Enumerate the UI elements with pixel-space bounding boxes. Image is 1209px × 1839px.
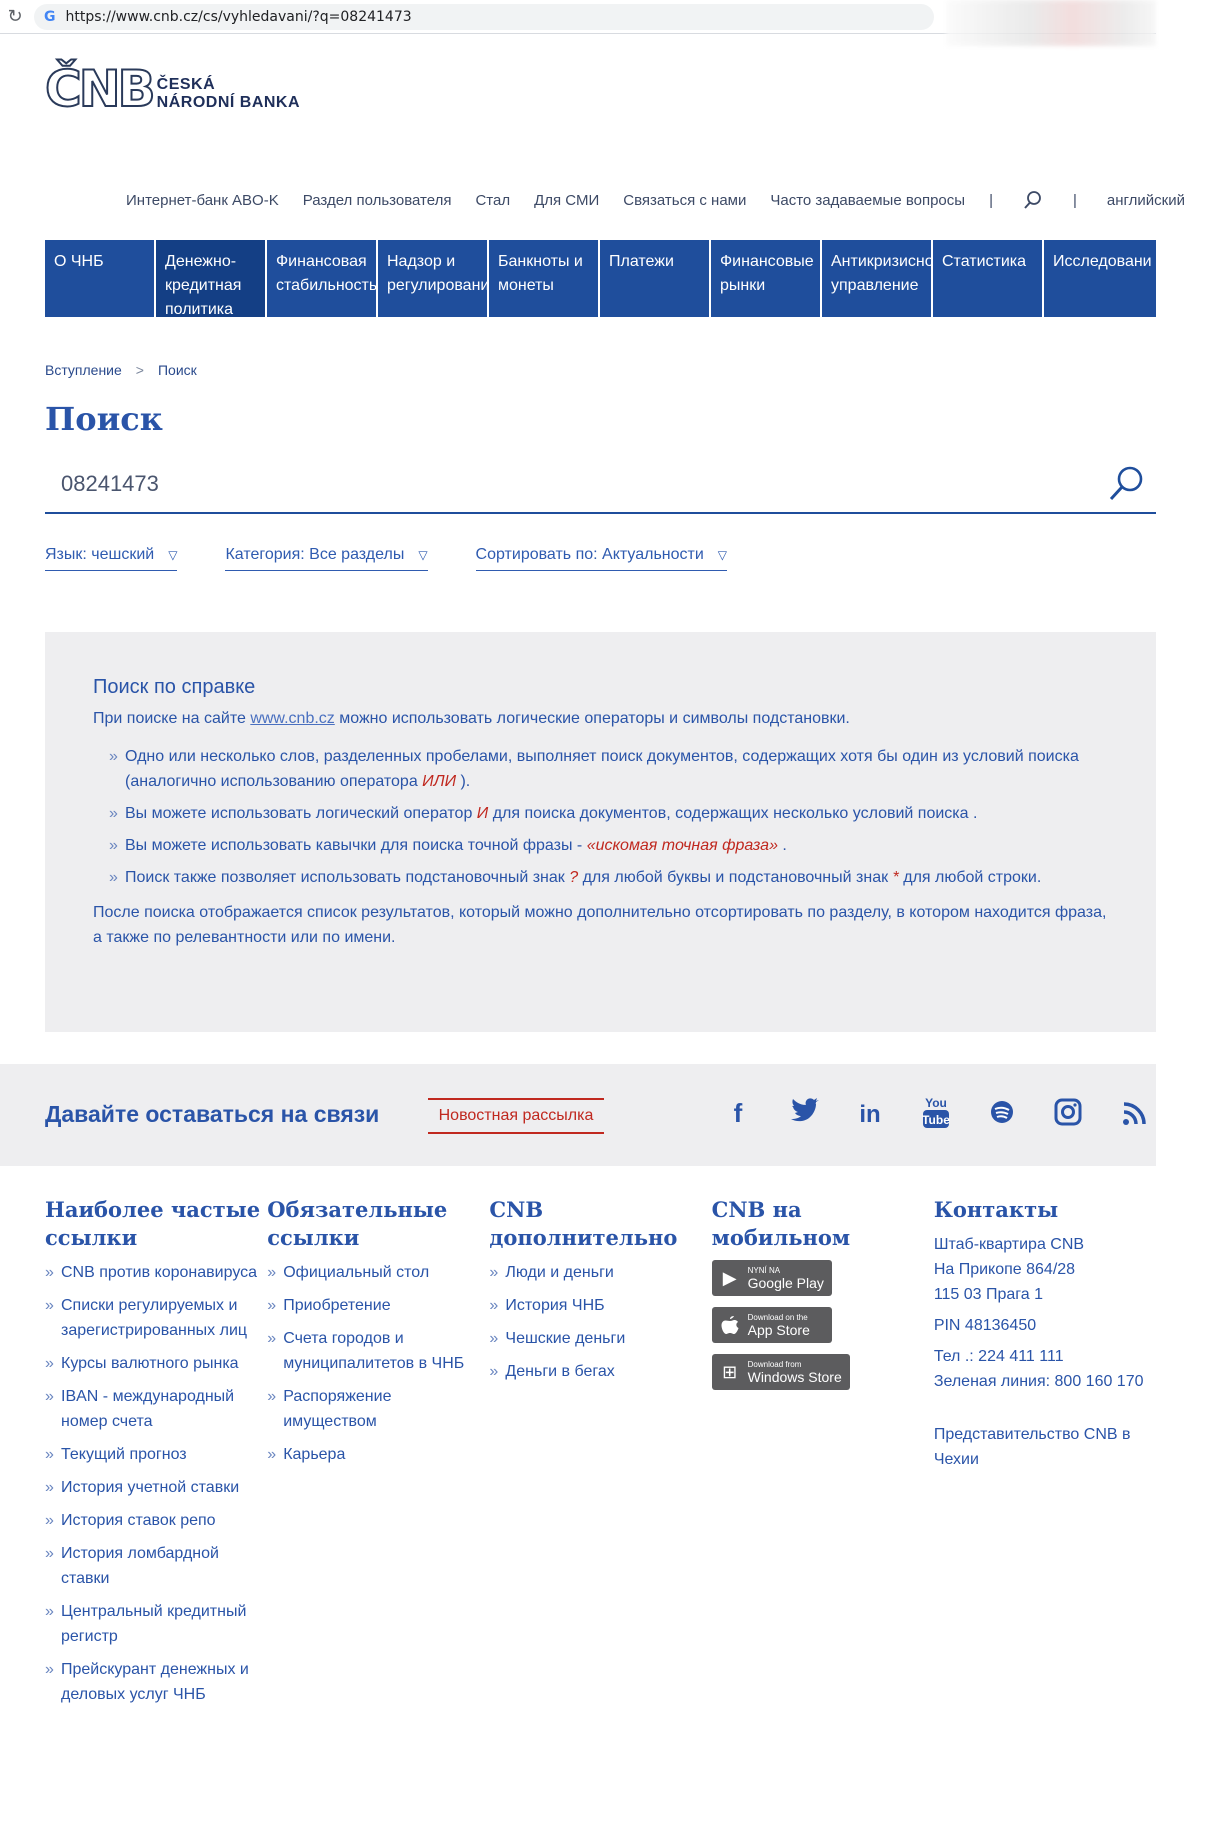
search-help-box — [45, 632, 1156, 1032]
newsletter-button[interactable]: Новостная рассылка — [428, 1098, 604, 1134]
contact-line: 115 03 Прага 1 — [933, 1286, 1044, 1303]
sort-filter-label: Сортировать по: Актуальности — [475, 546, 704, 563]
top-link-stal[interactable]: Стал — [475, 191, 511, 209]
divider: | — [1072, 191, 1077, 209]
nav-item-label: Исследовани — [1053, 253, 1152, 270]
spotify-icon[interactable] — [984, 1092, 1020, 1132]
nav-item[interactable] — [156, 240, 267, 322]
breadcrumb-home[interactable]: Вступление — [45, 362, 122, 378]
windows-store-badge[interactable] — [712, 1354, 850, 1390]
nav-item-label: политика — [165, 301, 233, 318]
google-play-badge[interactable] — [712, 1260, 832, 1296]
youtube-icon[interactable] — [918, 1092, 954, 1132]
svg-text:You: You — [925, 1096, 947, 1110]
footer-col-title: CNB на мобильном — [711, 1197, 851, 1250]
additional-links-list — [489, 1260, 711, 1384]
footer-link[interactable]: » Приобретение — [267, 1293, 489, 1318]
chevron-down-icon: ▽ — [717, 548, 728, 562]
top-link-contact[interactable]: Связаться с нами — [623, 191, 747, 209]
social-links — [720, 1092, 1152, 1132]
help-list — [109, 744, 1108, 890]
nav-item[interactable] — [711, 240, 822, 317]
store-small-text: Download from — [747, 1359, 802, 1369]
help-intro — [93, 708, 1108, 730]
language-link[interactable]: английский — [1106, 191, 1185, 209]
nav-item[interactable] — [489, 240, 600, 317]
nav-item-label: управление — [831, 277, 919, 294]
help-intro-text: можно использовать логические операторы и символы подстановки. — [334, 710, 850, 727]
logo-text — [157, 76, 300, 112]
nav-item-label: Финансовые — [720, 253, 814, 270]
rss-icon[interactable] — [1116, 1092, 1152, 1132]
logo-mark: ČNB — [45, 60, 153, 118]
nav-item[interactable] — [378, 240, 489, 317]
search-icon[interactable] — [1023, 190, 1043, 210]
help-item — [109, 865, 1108, 890]
facebook-icon[interactable] — [720, 1092, 756, 1132]
footer-col-title: Обязательные ссылки — [267, 1197, 448, 1250]
apple-icon — [718, 1313, 742, 1337]
help-outro: После поиска отображается список результатов, который можно дополнительно отсортировать по разделу, в котором находится фраза, а также по релевантности или по имени. — [93, 904, 1107, 946]
stay-in-touch-bar — [0, 1064, 1156, 1166]
footer-link[interactable]: » Списки регулируемых и зарегистрированных лиц — [45, 1293, 267, 1343]
nav-item-label: монеты — [498, 277, 554, 294]
nav-item[interactable] — [1044, 240, 1155, 317]
store-small-text: Download on the — [747, 1312, 808, 1322]
help-item-text: . — [777, 837, 787, 854]
help-item-text: Вы можете использовать кавычки для поиска точной фразы - — [125, 837, 587, 854]
top-link-media[interactable]: Для СМИ — [534, 191, 600, 209]
address-bar[interactable] — [34, 4, 934, 30]
nav-item-label: регулировани — [387, 277, 490, 294]
nav-item-label: Банкноты и — [498, 253, 583, 270]
help-item-text: для поиска документов, содержащих несколько условий поиска . — [488, 805, 978, 822]
representation-link[interactable]: Представительство CNB в Чехии — [933, 1426, 1131, 1468]
footer-link[interactable]: » Центральный кредитный регистр — [45, 1599, 267, 1649]
twitter-icon[interactable] — [786, 1092, 822, 1132]
help-item-emphasis: * — [892, 869, 899, 886]
footer-col-title: Контакты — [933, 1197, 1059, 1222]
store-text — [748, 1313, 810, 1338]
sort-filter[interactable] — [476, 546, 727, 571]
breadcrumb — [45, 362, 197, 378]
category-filter-label: Категория: Все разделы — [225, 546, 405, 563]
blurred-region — [946, 0, 1156, 46]
footer-link[interactable]: » Прейскурант денежных и деловых услуг ЧНБ — [45, 1657, 267, 1707]
contact-line: PIN 48136450 — [933, 1317, 1037, 1334]
breadcrumb-separator: > — [135, 362, 144, 378]
store-text — [748, 1360, 842, 1385]
svg-text:Tube: Tube — [922, 1113, 950, 1127]
search-button-icon[interactable] — [1106, 464, 1146, 504]
app-store-badge[interactable] — [712, 1307, 832, 1343]
footer-link[interactable]: » Распоряжение имуществом — [267, 1384, 489, 1434]
top-link-user-section[interactable]: Раздел пользователя — [302, 191, 452, 209]
footer-link[interactable]: » Люди и деньги — [489, 1260, 711, 1285]
logo-line2: NÁRODNÍ BANKA — [156, 94, 301, 111]
cnb-link[interactable]: www.cnb.cz — [250, 710, 335, 727]
nav-item-label: кредитная — [165, 277, 242, 294]
footer-link[interactable]: » Текущий прогноз — [45, 1442, 267, 1467]
footer-link[interactable]: » Чешские деньги — [489, 1326, 711, 1351]
play-icon: ▶ — [722, 1267, 737, 1288]
top-link-faq[interactable]: Часто задаваемые вопросы — [770, 191, 966, 209]
footer-link[interactable]: » Курсы валютного рынка — [45, 1351, 267, 1376]
footer-link[interactable]: » История ЧНБ — [489, 1293, 711, 1318]
frequent-links-list — [45, 1260, 267, 1707]
footer-col-title: Наиболее частые ссылки — [45, 1197, 261, 1250]
footer-link[interactable]: » IBAN - международный номер счета — [45, 1384, 267, 1434]
footer-link[interactable]: » CNB против коронавируса — [45, 1260, 267, 1285]
footer-col-frequent — [45, 1196, 267, 1715]
search-bar — [45, 456, 1156, 514]
help-item-text: для любой строки. — [898, 869, 1042, 886]
nav-item-label: Денежно- — [165, 253, 237, 270]
url-text: https://www.cnb.cz/cs/vyhledavani/?q=08241473 — [65, 8, 412, 25]
store-small-text: NYNÍ NA — [747, 1265, 781, 1275]
divider: | — [989, 191, 993, 209]
help-item-text: ). — [456, 773, 471, 790]
chevron-down-icon: ▽ — [418, 548, 428, 562]
contact-line: Штаб-квартира CNB — [933, 1236, 1085, 1253]
top-links — [126, 190, 1209, 210]
nav-item-label: стабильность — [276, 277, 378, 294]
google-icon: G — [44, 8, 56, 25]
help-item — [109, 833, 1108, 858]
page-title: Поиск — [45, 400, 163, 438]
help-item-emphasis: «искомая точная фраза» — [586, 837, 778, 854]
logo-line1: ČESKÁ — [156, 76, 216, 93]
store-name: Google Play — [747, 1274, 824, 1291]
footer-link[interactable]: » История ломбардной ставки — [45, 1541, 267, 1591]
footer-link[interactable]: » Карьера — [267, 1442, 489, 1467]
help-item-text: Поиск также позволяет использовать подстановочный знак — [125, 869, 570, 886]
contact-line: Зеленая линия: 800 160 170 — [933, 1373, 1144, 1390]
help-item — [109, 744, 1108, 794]
contact-line: На Прикопе 864/28 — [933, 1261, 1076, 1278]
reload-icon[interactable]: ↻ — [7, 6, 23, 26]
nav-item-label: рынки — [720, 277, 766, 294]
nav-item-label: Платежи — [609, 253, 674, 270]
help-item-emphasis: ИЛИ — [422, 773, 457, 790]
contact-line: Тел .: 224 411 111 — [933, 1348, 1064, 1365]
nav-item-label: Надзор и — [387, 253, 456, 270]
spacer — [934, 1394, 1156, 1422]
footer-link[interactable]: » История учетной ставки — [45, 1475, 267, 1500]
help-item-emphasis: ? — [569, 869, 579, 886]
nav-item-label: О ЧНБ — [54, 253, 104, 270]
nav-item[interactable] — [267, 240, 378, 317]
nav-item-label: Финансовая — [276, 253, 367, 270]
search-input[interactable] — [45, 456, 1045, 512]
footer-col-contacts — [934, 1196, 1156, 1715]
cnb-logo[interactable] — [45, 60, 301, 118]
footer-col-mandatory — [267, 1196, 489, 1715]
nav-item[interactable] — [822, 240, 933, 317]
store-name: App Store — [747, 1321, 810, 1338]
search-filters — [45, 546, 775, 571]
language-filter-label: Язык: чешский — [45, 546, 155, 563]
nav-item[interactable] — [45, 240, 156, 317]
nav-item[interactable] — [600, 240, 711, 317]
help-title: Поиск по справке — [93, 676, 256, 698]
help-item-text: Вы можете использовать логический оператор — [125, 805, 477, 822]
store-name: Windows Store — [747, 1368, 842, 1385]
footer-link[interactable]: » Официальный стол — [267, 1260, 489, 1285]
nav-item-label: Статистика — [942, 253, 1027, 270]
windows-icon: ⊞ — [722, 1361, 738, 1382]
svg-text:f: f — [733, 1098, 743, 1128]
footer-col-title: CNB дополнительно — [489, 1197, 678, 1250]
main-nav — [45, 240, 1156, 317]
instagram-icon[interactable] — [1050, 1092, 1086, 1132]
footer-link[interactable]: » Счета городов и муниципалитетов в ЧНБ — [267, 1326, 489, 1376]
stay-in-touch-title: Давайте оставаться на связи — [45, 1101, 380, 1127]
footer — [45, 1196, 1156, 1715]
chevron-down-icon: ▽ — [168, 548, 178, 562]
footer-link[interactable]: » Деньги в бегах — [489, 1359, 711, 1384]
help-item-emphasis: И — [476, 805, 489, 822]
svg-text:in: in — [859, 1101, 881, 1128]
footer-col-additional — [489, 1196, 711, 1715]
help-item — [109, 801, 1108, 826]
help-item-text: для любой буквы и подстановочный знак — [578, 869, 893, 886]
nav-item-label: Антикризисно — [831, 253, 934, 270]
breadcrumb-current: Поиск — [157, 362, 197, 378]
category-filter[interactable] — [225, 546, 427, 571]
mandatory-links-list — [267, 1260, 489, 1467]
nav-item[interactable] — [933, 240, 1044, 317]
store-text — [748, 1266, 824, 1291]
language-filter[interactable] — [45, 546, 177, 571]
footer-col-mobile — [712, 1196, 934, 1715]
help-item-text: Одно или несколько слов, разделенных пробелами, выполняет поиск документов, содержащих хотя бы один из условий поиска (аналогично использованию оператора — [125, 748, 1079, 790]
top-link-abo[interactable]: Интернет-банк ABO-K — [126, 191, 279, 209]
linkedin-icon[interactable] — [852, 1092, 888, 1132]
help-intro-text: При поиске на сайте — [93, 710, 251, 727]
footer-link[interactable]: » История ставок репо — [45, 1508, 267, 1533]
